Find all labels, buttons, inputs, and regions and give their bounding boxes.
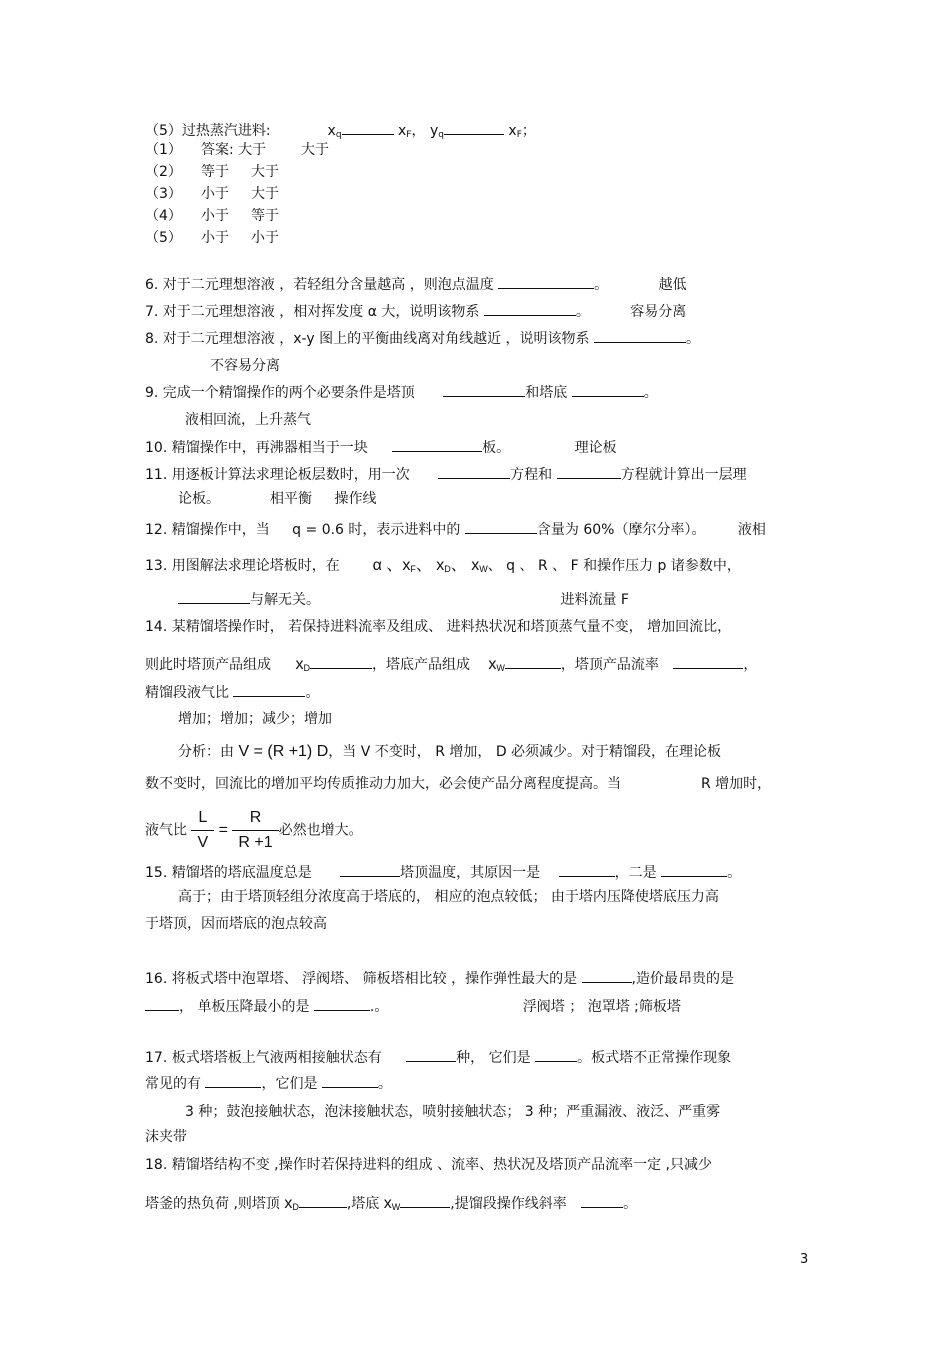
q9: 9. 完成一个精馏操作的两个必要条件是塔顶 和塔底 。 bbox=[145, 382, 810, 403]
q7: 7. 对于二元理想溶液 ，相对挥发度 α 大，说明该物系 。 容易分离 bbox=[145, 301, 810, 322]
q16-line2: ， 单板压降最小的是 .。 浮阀塔 ； 泡罩塔 ;筛板塔 bbox=[145, 996, 810, 1017]
q14-line3: 精馏段液气比 。 bbox=[145, 682, 810, 703]
q17-line2: 常见的有 ，它们是 。 bbox=[145, 1073, 810, 1094]
q14-line2: 则此时塔顶产品组成 $x_D$ ，塔底产品组成 $x_W$ ，塔顶产品流率 ， bbox=[145, 656, 758, 673]
q17: 17. 板式塔塔板上气液两相接触状态有 种， 它们是 。板式塔不正常操作现象 bbox=[145, 1047, 810, 1068]
q15-answer2: 于塔顶，因而塔底的泡点较高 bbox=[145, 916, 327, 932]
q17-answer2: 沫夹带 bbox=[145, 1129, 187, 1145]
q14-analysis3: 液气比 $\frac{L}{V}$ = $\frac{R}{R +1}$ 必然也增大。 bbox=[145, 806, 810, 855]
page-number: 3 bbox=[800, 1252, 809, 1267]
q8-answer: 不容易分离 bbox=[210, 358, 280, 374]
q15: 15. 精馏塔的塔底温度总是 塔顶温度，其原因一是 ，二是 。 bbox=[145, 862, 810, 883]
q14-analysis: 分析：由 V = (R +1) D，当 V 不变时， R 增加， D 必须减少。对于精馏段，在理论板 bbox=[178, 743, 722, 760]
q14-answer: 增加；增加；减少；增加 bbox=[178, 711, 332, 727]
q18-line2: 塔釜的热负荷 ,则塔顶 $x_D$ ,塔底 $x_W$ ,提馏段操作线斜率 。 bbox=[145, 1195, 638, 1212]
answer-row: （2） 等于 大于 bbox=[145, 164, 279, 180]
q10: 10. 精馏操作中，再沸器相当于一块 板。 理论板 bbox=[145, 437, 810, 458]
q12: 12. 精馏操作中，当 q = 0.6 时，表示进料中的 含量为 60%（摩尔分率）。 液相 bbox=[145, 519, 810, 540]
q8: 8. 对于二元理想溶液 ，x-y 图上的平衡曲线离对角线越近 ，说明该物系 。 bbox=[145, 328, 810, 349]
q11-answer: 论板。 相平衡 操作线 bbox=[178, 491, 377, 507]
q13-line2: 与解无关。 进料流量 F bbox=[178, 589, 810, 610]
q11: 11. 用逐板计算法求理论板层数时，用一次 方程和 方程就计算出一层理 bbox=[145, 464, 810, 485]
q15-answer1: 高于；由于塔顶轻组分浓度高于塔底的， 相应的泡点较低； 由于塔内压降使塔底压力高 bbox=[178, 889, 719, 905]
q5-line: （5）过热蒸汽进料: $x_q$ $x_F$， $y_q$ $x_F$； bbox=[145, 120, 810, 145]
q9-answer: 液相回流，上升蒸气 bbox=[185, 412, 311, 428]
q14: 14. 某精馏塔操作时， 若保持进料流率及组成、 进料热状况和塔顶蒸气量不变， 增加回流比， bbox=[145, 619, 732, 635]
answer-row: （1） 答案: 大于 大于 bbox=[145, 142, 329, 158]
answer-row: （4） 小于 等于 bbox=[145, 208, 279, 224]
q13: 13. 用图解法求理论塔板时，在 α 、$x_F$、 $x_D$、 $x_W$、 q 、 R 、 F 和操作压力 p 诸参数中， bbox=[145, 557, 741, 574]
q14-analysis2: 数不变时，回流比的增加平均传质推动力加大，必会使产品分离程度提高。当 R 增加时， bbox=[145, 776, 772, 792]
q6: 6. 对于二元理想溶液 ，若轻组分含量越高 ，则泡点温度 。 越低 bbox=[145, 274, 810, 295]
q18: 18. 精馏塔结构不变 ,操作时若保持进料的组成 、流率、热状况及塔顶产品流率一定 ,只减少 bbox=[145, 1157, 712, 1173]
answer-row: （3） 小于 大于 bbox=[145, 186, 279, 202]
answer-row: （5） 小于 小于 bbox=[145, 230, 279, 246]
q17-answer1: 3 种；鼓泡接触状态，泡沫接触状态，喷射接触状态； 3 种；严重漏液、液泛、严重雾 bbox=[185, 1104, 721, 1120]
q16: 16. 将板式塔中泡罩塔、 浮阀塔、 筛板塔相比较 ，操作弹性最大的是 ,造价最昂贵的是 bbox=[145, 968, 810, 989]
